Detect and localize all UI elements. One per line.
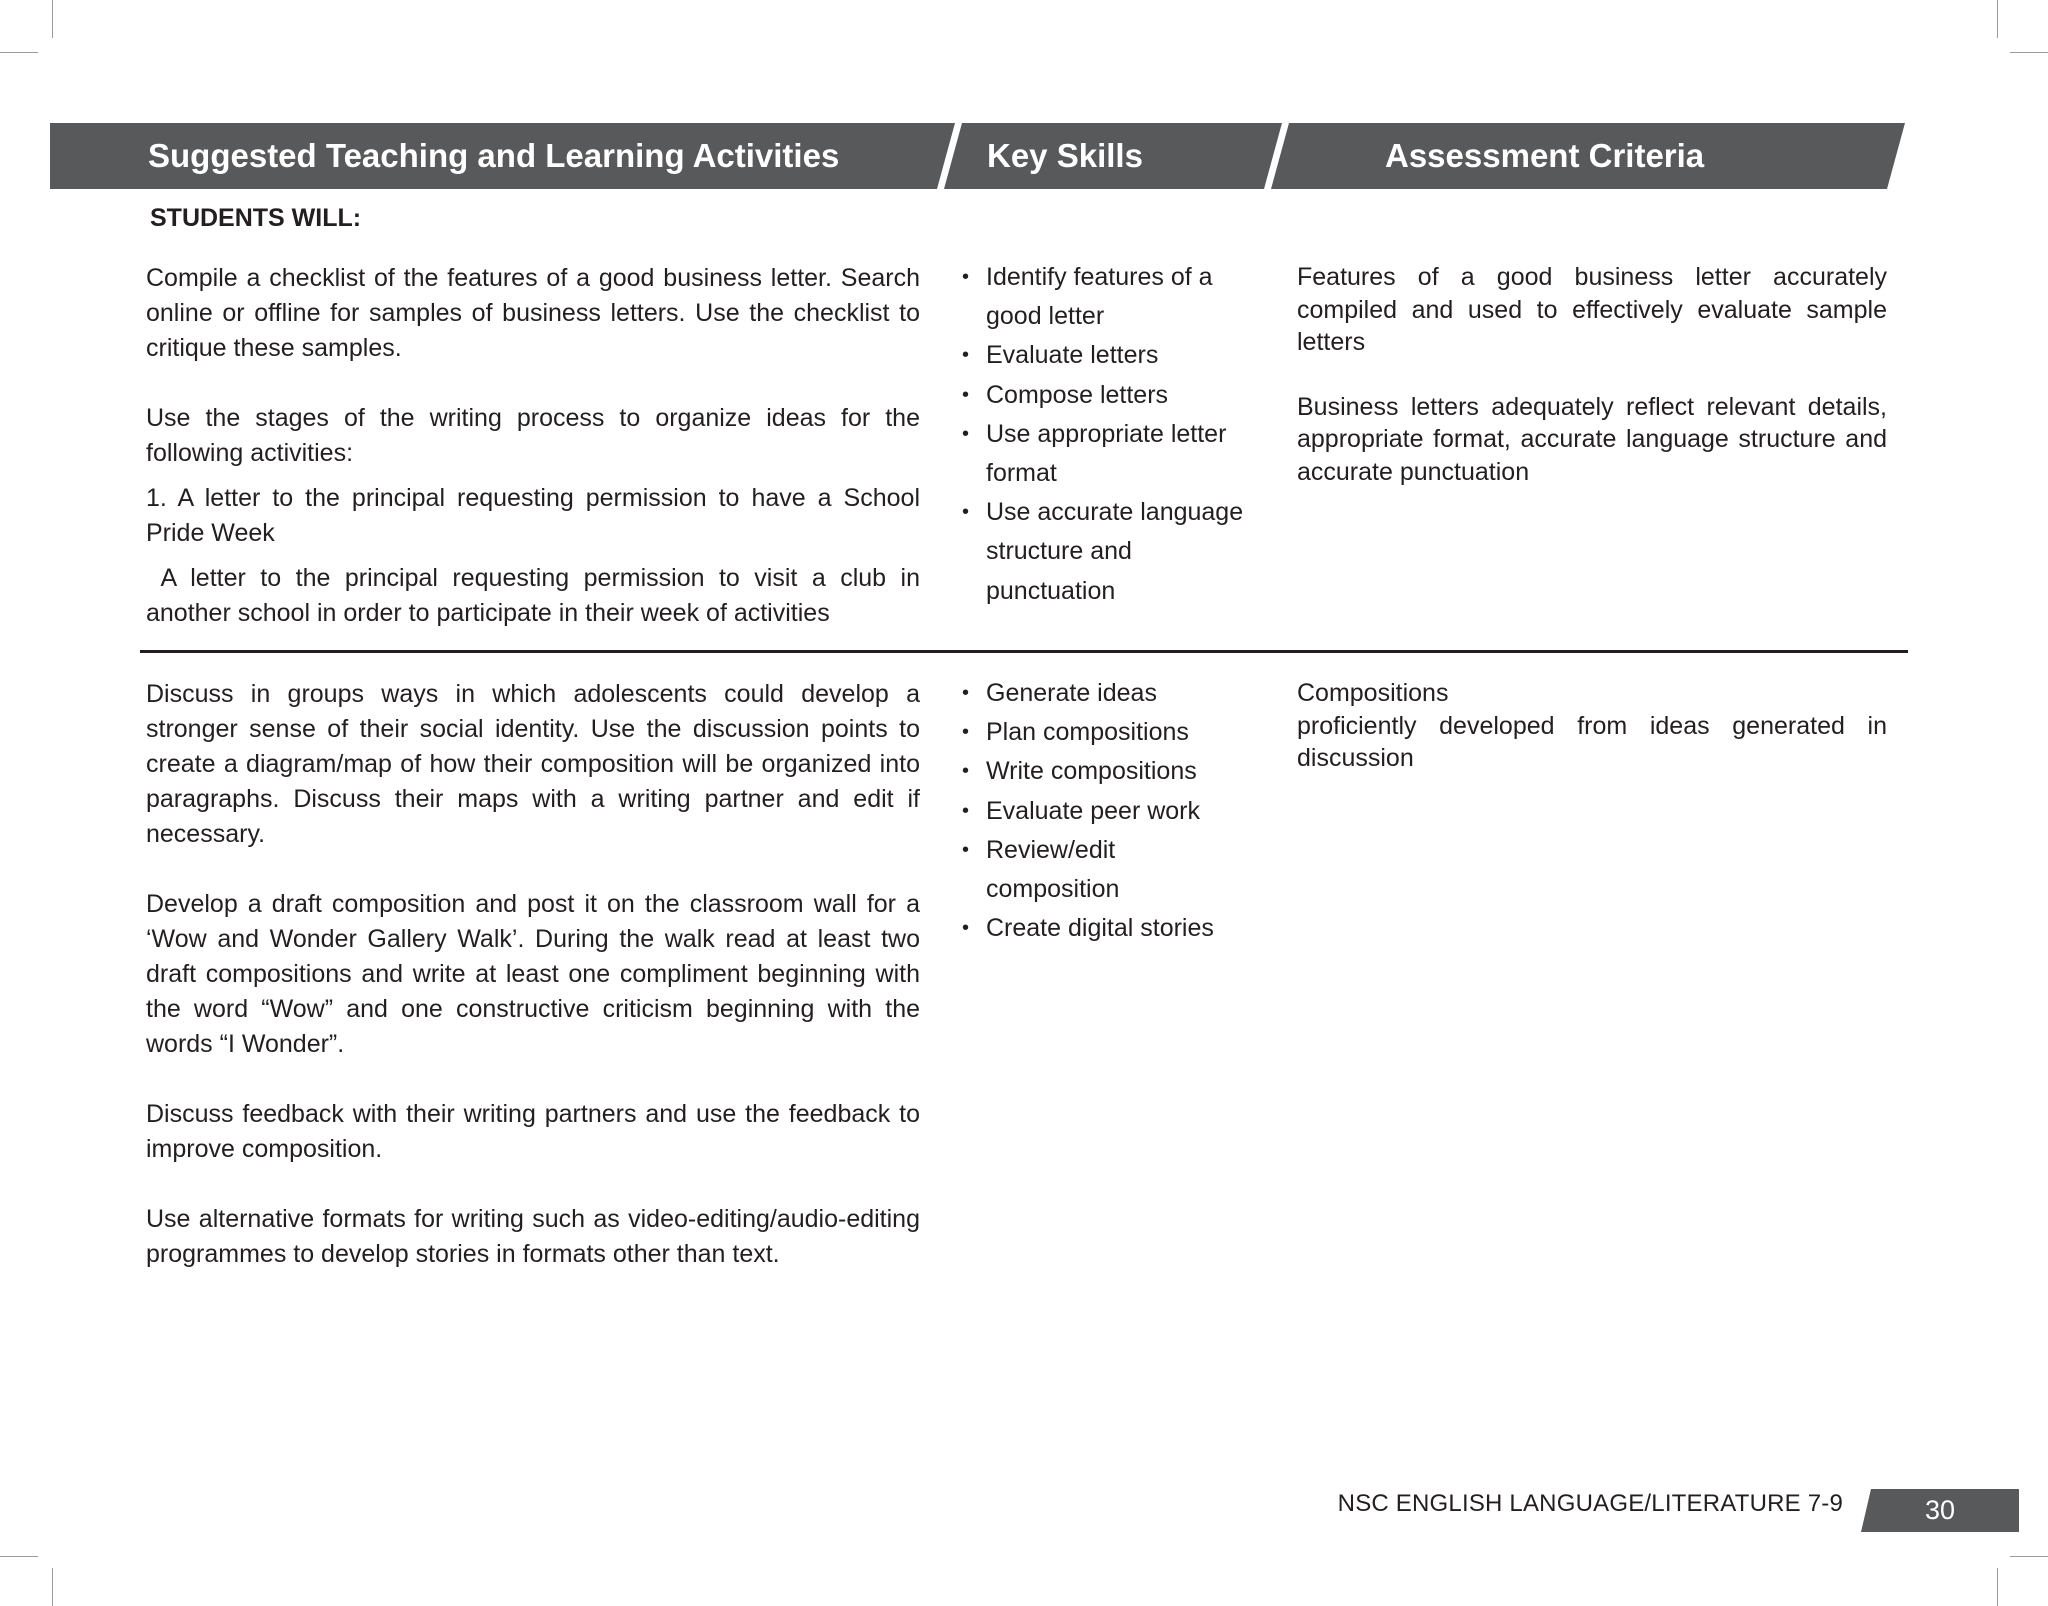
crop-mark [52,0,53,38]
activity-paragraph: A letter to the principal requesting permission to visit a club in another school in order to participate in their week of activities [146,564,927,627]
footer-title: NSC ENGLISH LANGUAGE/LITERATURE 7-9 [1337,1490,1843,1517]
skill-item: • Identify features of a good letter [962,258,1252,336]
row2-key-skills [962,674,1252,948]
skill-item: • Use accurate language structure and punctuation [962,493,1252,611]
skill-item: • Compose letters [962,376,1252,415]
row2-assessment-criteria [1297,677,1887,775]
header-assessment-criteria: Assessment Criteria [1385,137,1705,174]
criteria-paragraph: proficiently developed from ideas generated in discussion [1297,711,1887,772]
page-number: 30 [1924,1495,1956,1525]
skill-item: • Evaluate letters [962,336,1252,375]
criteria-heading: Compositions [1297,679,1449,707]
row2-activities [146,677,920,1272]
activity-paragraph: Develop a draft composition and post it on the classroom wall for a ‘Wow and Wonder Gallery Walk’. During the walk read at least two draft compositions and write at least one compliment beginning with the word “Wow” and one constructive criticism beginning with the words “I Wonder”. [146,890,920,1058]
header-key-skills: Key Skills [987,137,1143,174]
crop-mark [0,1556,38,1557]
activity-paragraph: 1. A letter to the principal requesting permission to have a School Pride Week [146,484,920,547]
students-will-label: STUDENTS WILL: [150,204,362,232]
row1-key-skills [962,258,1252,611]
skill-item: • Create digital stories [962,909,1252,948]
skill-item: • Generate ideas [962,674,1252,713]
crop-mark [52,1568,53,1606]
skill-item: • Plan compositions [962,713,1252,752]
crop-mark [0,52,38,53]
activity-paragraph: Discuss feedback with their writing partners and use the feedback to improve composition. [146,1100,920,1163]
row-divider [140,650,1908,653]
row1-activities [146,261,927,631]
crop-mark [2010,52,2048,53]
table-header [50,123,1905,189]
crop-mark [1997,1568,1998,1606]
row1-assessment-criteria [1297,261,1887,488]
criteria-paragraph: Features of a good business letter accurately compiled and used to effectively evaluate sample letters [1297,263,1887,356]
skill-item: • Use appropriate letter format [962,415,1252,493]
activity-paragraph: Discuss in groups ways in which adolescents could develop a stronger sense of their social identity. Use the discussion points to create a diagram/map of how their composition will be organized into paragraphs. Discuss their maps with a writing partner and edit if necessary. [146,680,920,848]
skill-item: • Evaluate peer work [962,792,1252,831]
skill-item: • Write compositions [962,752,1252,791]
header-activities: Suggested Teaching and Learning Activities [148,137,840,174]
crop-mark [2010,1556,2048,1557]
activity-paragraph: Use the stages of the writing process to organize ideas for the following activities: [146,404,920,467]
criteria-paragraph: Business letters adequately reflect relevant details, appropriate format, accurate language structure and accurate punctuation [1297,392,1887,486]
skill-item: • Review/edit composition [962,831,1252,909]
crop-mark [1997,0,1998,38]
page-number-tab [1861,1489,2019,1532]
activity-paragraph: Use alternative formats for writing such as video-editing/audio-editing programmes to develop stories in formats other than text. [146,1205,920,1268]
activity-paragraph: Compile a checklist of the features of a good business letter. Search online or offline for samples of business letters. Use the checklist to critique these samples. [146,264,920,362]
